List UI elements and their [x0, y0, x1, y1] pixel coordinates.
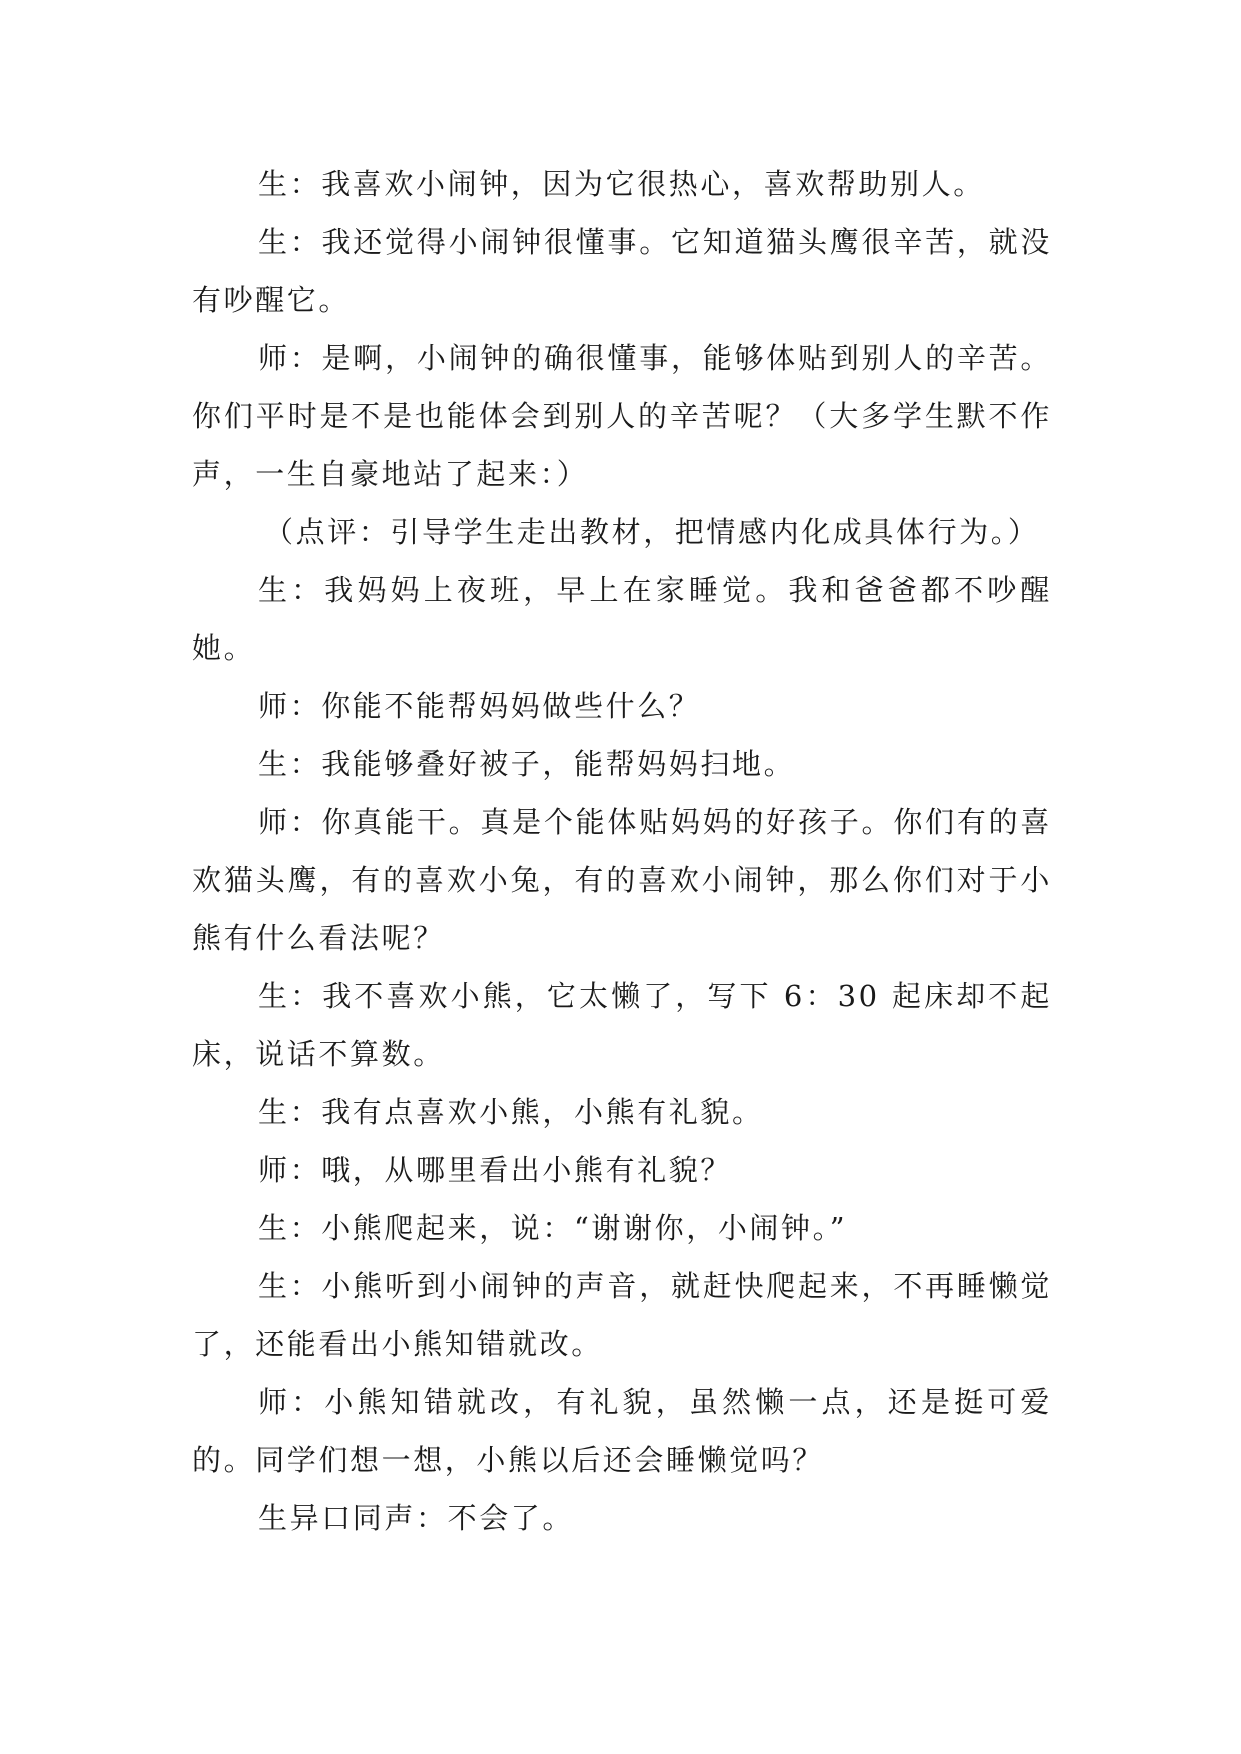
paragraph-student-alarm-clock-considerate: 生：我还觉得小闹钟很懂事。它知道猫头鹰很辛苦，就没有吵醒它。 — [192, 225, 1052, 317]
paragraph-student-bear-polite: 生：我有点喜欢小熊，小熊有礼貌。 — [258, 1095, 764, 1129]
paragraph-teacher-summary-question: 师：小熊知错就改，有礼貌，虽然懒一点，还是挺可爱的。同学们想一想，小熊以后还会睡懒觉吗？ — [192, 1385, 1052, 1477]
paragraph-student-dislikes-bear: 生：我不喜欢小熊，它太懒了，写下 6：30 起床却不起床，说话不算数。 — [192, 979, 1052, 1071]
paragraph-student-mother-night-shift: 生：我妈妈上夜班，早上在家睡觉。我和爸爸都不吵醒她。 — [192, 573, 1052, 665]
paragraph-student-quotes-bear: 生：小熊爬起来，说：“谢谢你，小闹钟。” — [258, 1211, 848, 1245]
paragraph-students-answer: 生异口同声：不会了。 — [258, 1501, 575, 1535]
paragraph-teacher-asks-about-bear: 师：你真能干。真是个能体贴妈妈的好孩子。你们有的喜欢猫头鹰，有的喜欢小兔，有的喜欢小闹钟，那么你们对于小熊有什么看法呢？ — [192, 805, 1052, 955]
document-body — [192, 155, 1052, 1547]
paragraph-teacher-asks-about-others: 师：是啊，小闹钟的确很懂事，能够体贴到别人的辛苦。你们平时是不是也能体会到别人的辛苦呢？（大多学生默不作声，一生自豪地站了起来：） — [192, 341, 1052, 491]
paragraph-student-bear-corrects: 生：小熊听到小闹钟的声音，就赶快爬起来，不再睡懒觉了，还能看出小熊知错就改。 — [192, 1269, 1052, 1361]
paragraph-commentary-note: （点评：引导学生走出教材，把情感内化成具体行为。） — [264, 515, 1040, 549]
paragraph-student-likes-alarm-clock: 生：我喜欢小闹钟，因为它很热心，喜欢帮助别人。 — [258, 167, 985, 201]
paragraph-teacher-help-mother: 师：你能不能帮妈妈做些什么？ — [258, 689, 701, 723]
paragraph-teacher-why-polite: 师：哦，从哪里看出小熊有礼貌？ — [258, 1153, 733, 1187]
paragraph-student-folds-quilt: 生：我能够叠好被子，能帮妈妈扫地。 — [258, 747, 796, 781]
